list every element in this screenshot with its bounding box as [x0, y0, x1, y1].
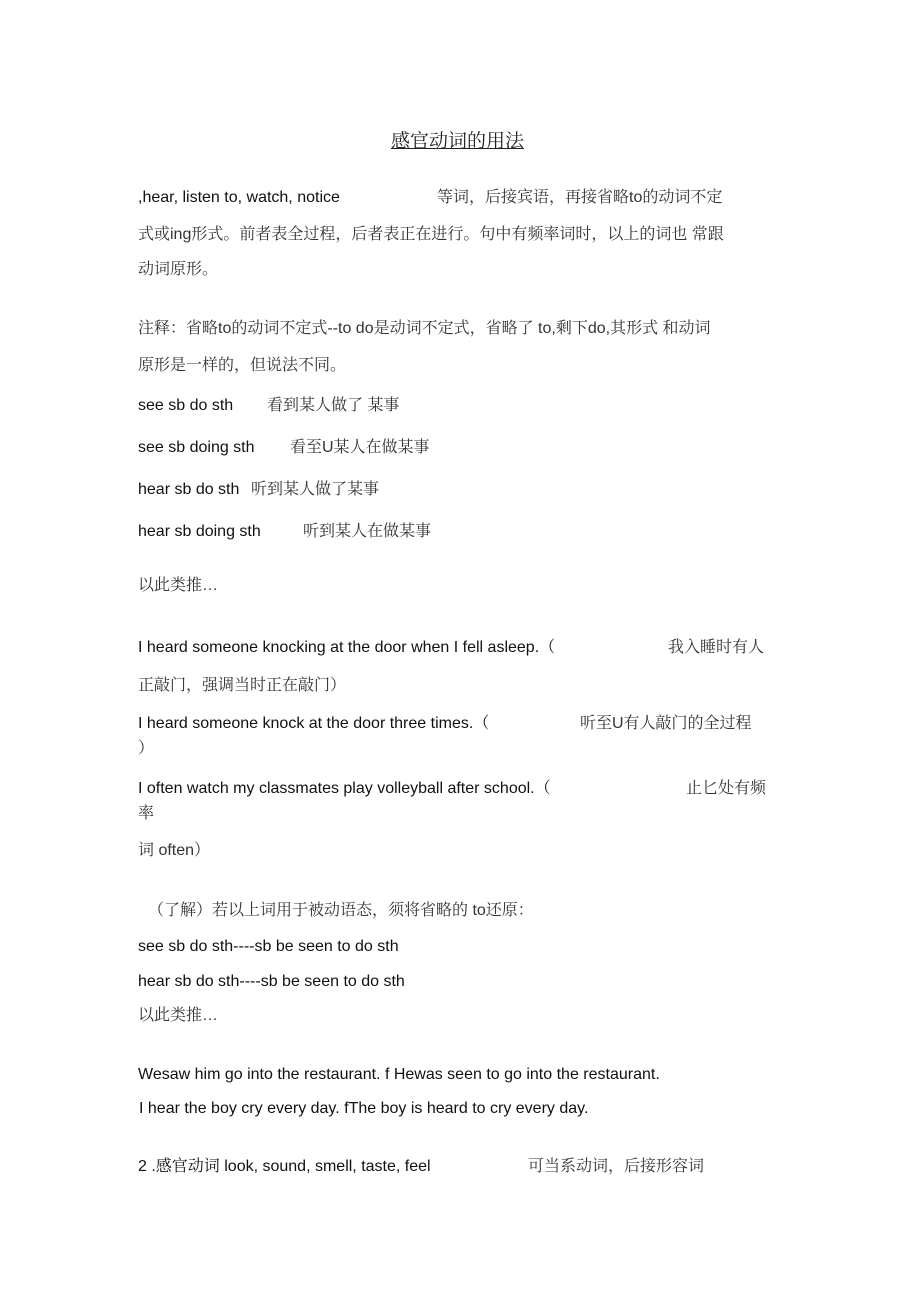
passive-line: see sb do sth----sb be seen to do sth: [138, 938, 399, 955]
pattern-en: hear sb doing sth: [138, 523, 261, 540]
pattern-en: see sb do sth: [138, 397, 234, 414]
section2-text: 可当系动词，后接形容词: [528, 1158, 705, 1175]
example-cn: 正敲门，强调当时正在敲门）: [138, 677, 347, 694]
pattern-cn: 听到某人在做某事: [303, 523, 432, 540]
note-text: 原形是一样的，但说法不同。: [138, 357, 347, 374]
passive-line: hear sb do sth----sb be seen to do sth: [138, 973, 405, 990]
paragraph-text: 等词，后接宾语，再接省略to的动词不定: [437, 189, 723, 206]
page-title: 感官动词的用法: [390, 131, 524, 152]
example-cn: 止匕处有频: [686, 780, 767, 797]
passive-sentence: Wesaw him go into the restaurant. f Hewas seen to go into the restaurant.: [138, 1066, 660, 1083]
section2-heading: 2 .感官动词 look, sound, smell, taste, feel: [138, 1158, 431, 1175]
example-en: I heard someone knock at the door three times.（: [138, 715, 490, 732]
pattern-cn: 看至U某人在做某事: [290, 439, 430, 456]
note-text: 注释：省略to的动词不定式--to do是动词不定式，省略了 to,剩下do,其形式 和动词: [138, 320, 711, 337]
pattern-cn: 听到某人做了某事: [251, 481, 380, 498]
passive-sentence: I hear the boy cry every day. fThe boy is heard to cry every day.: [139, 1100, 589, 1117]
example-cn: ）: [138, 740, 155, 757]
pattern-en: hear sb do sth: [138, 481, 240, 498]
etc-text: 以此类推…: [138, 1007, 219, 1024]
example-cn: 词 often）: [138, 842, 211, 859]
verb-list: ,hear, listen to, watch, notice: [138, 189, 340, 206]
example-en: I heard someone knocking at the door when I fell asleep.（: [138, 639, 556, 656]
paragraph-text: 动词原形。: [138, 261, 219, 278]
pattern-cn: 看到某人做了 某事: [267, 397, 400, 414]
passive-intro: （了解）若以上词用于被动语态，须将省略的 to还原：: [148, 902, 534, 919]
paragraph-text: 式或ing形式。前者表全过程，后者表正在进行。句中有频率词时，以上的词也 常跟: [138, 226, 724, 243]
example-cn: 率: [138, 805, 155, 822]
etc-text: 以此类推…: [138, 577, 219, 594]
example-en: I often watch my classmates play volleyball after school.（: [138, 780, 551, 797]
example-cn: 听至U有人敲门的全过程: [580, 715, 752, 732]
example-cn: 我入睡时有人: [668, 639, 765, 656]
pattern-en: see sb doing sth: [138, 439, 255, 456]
